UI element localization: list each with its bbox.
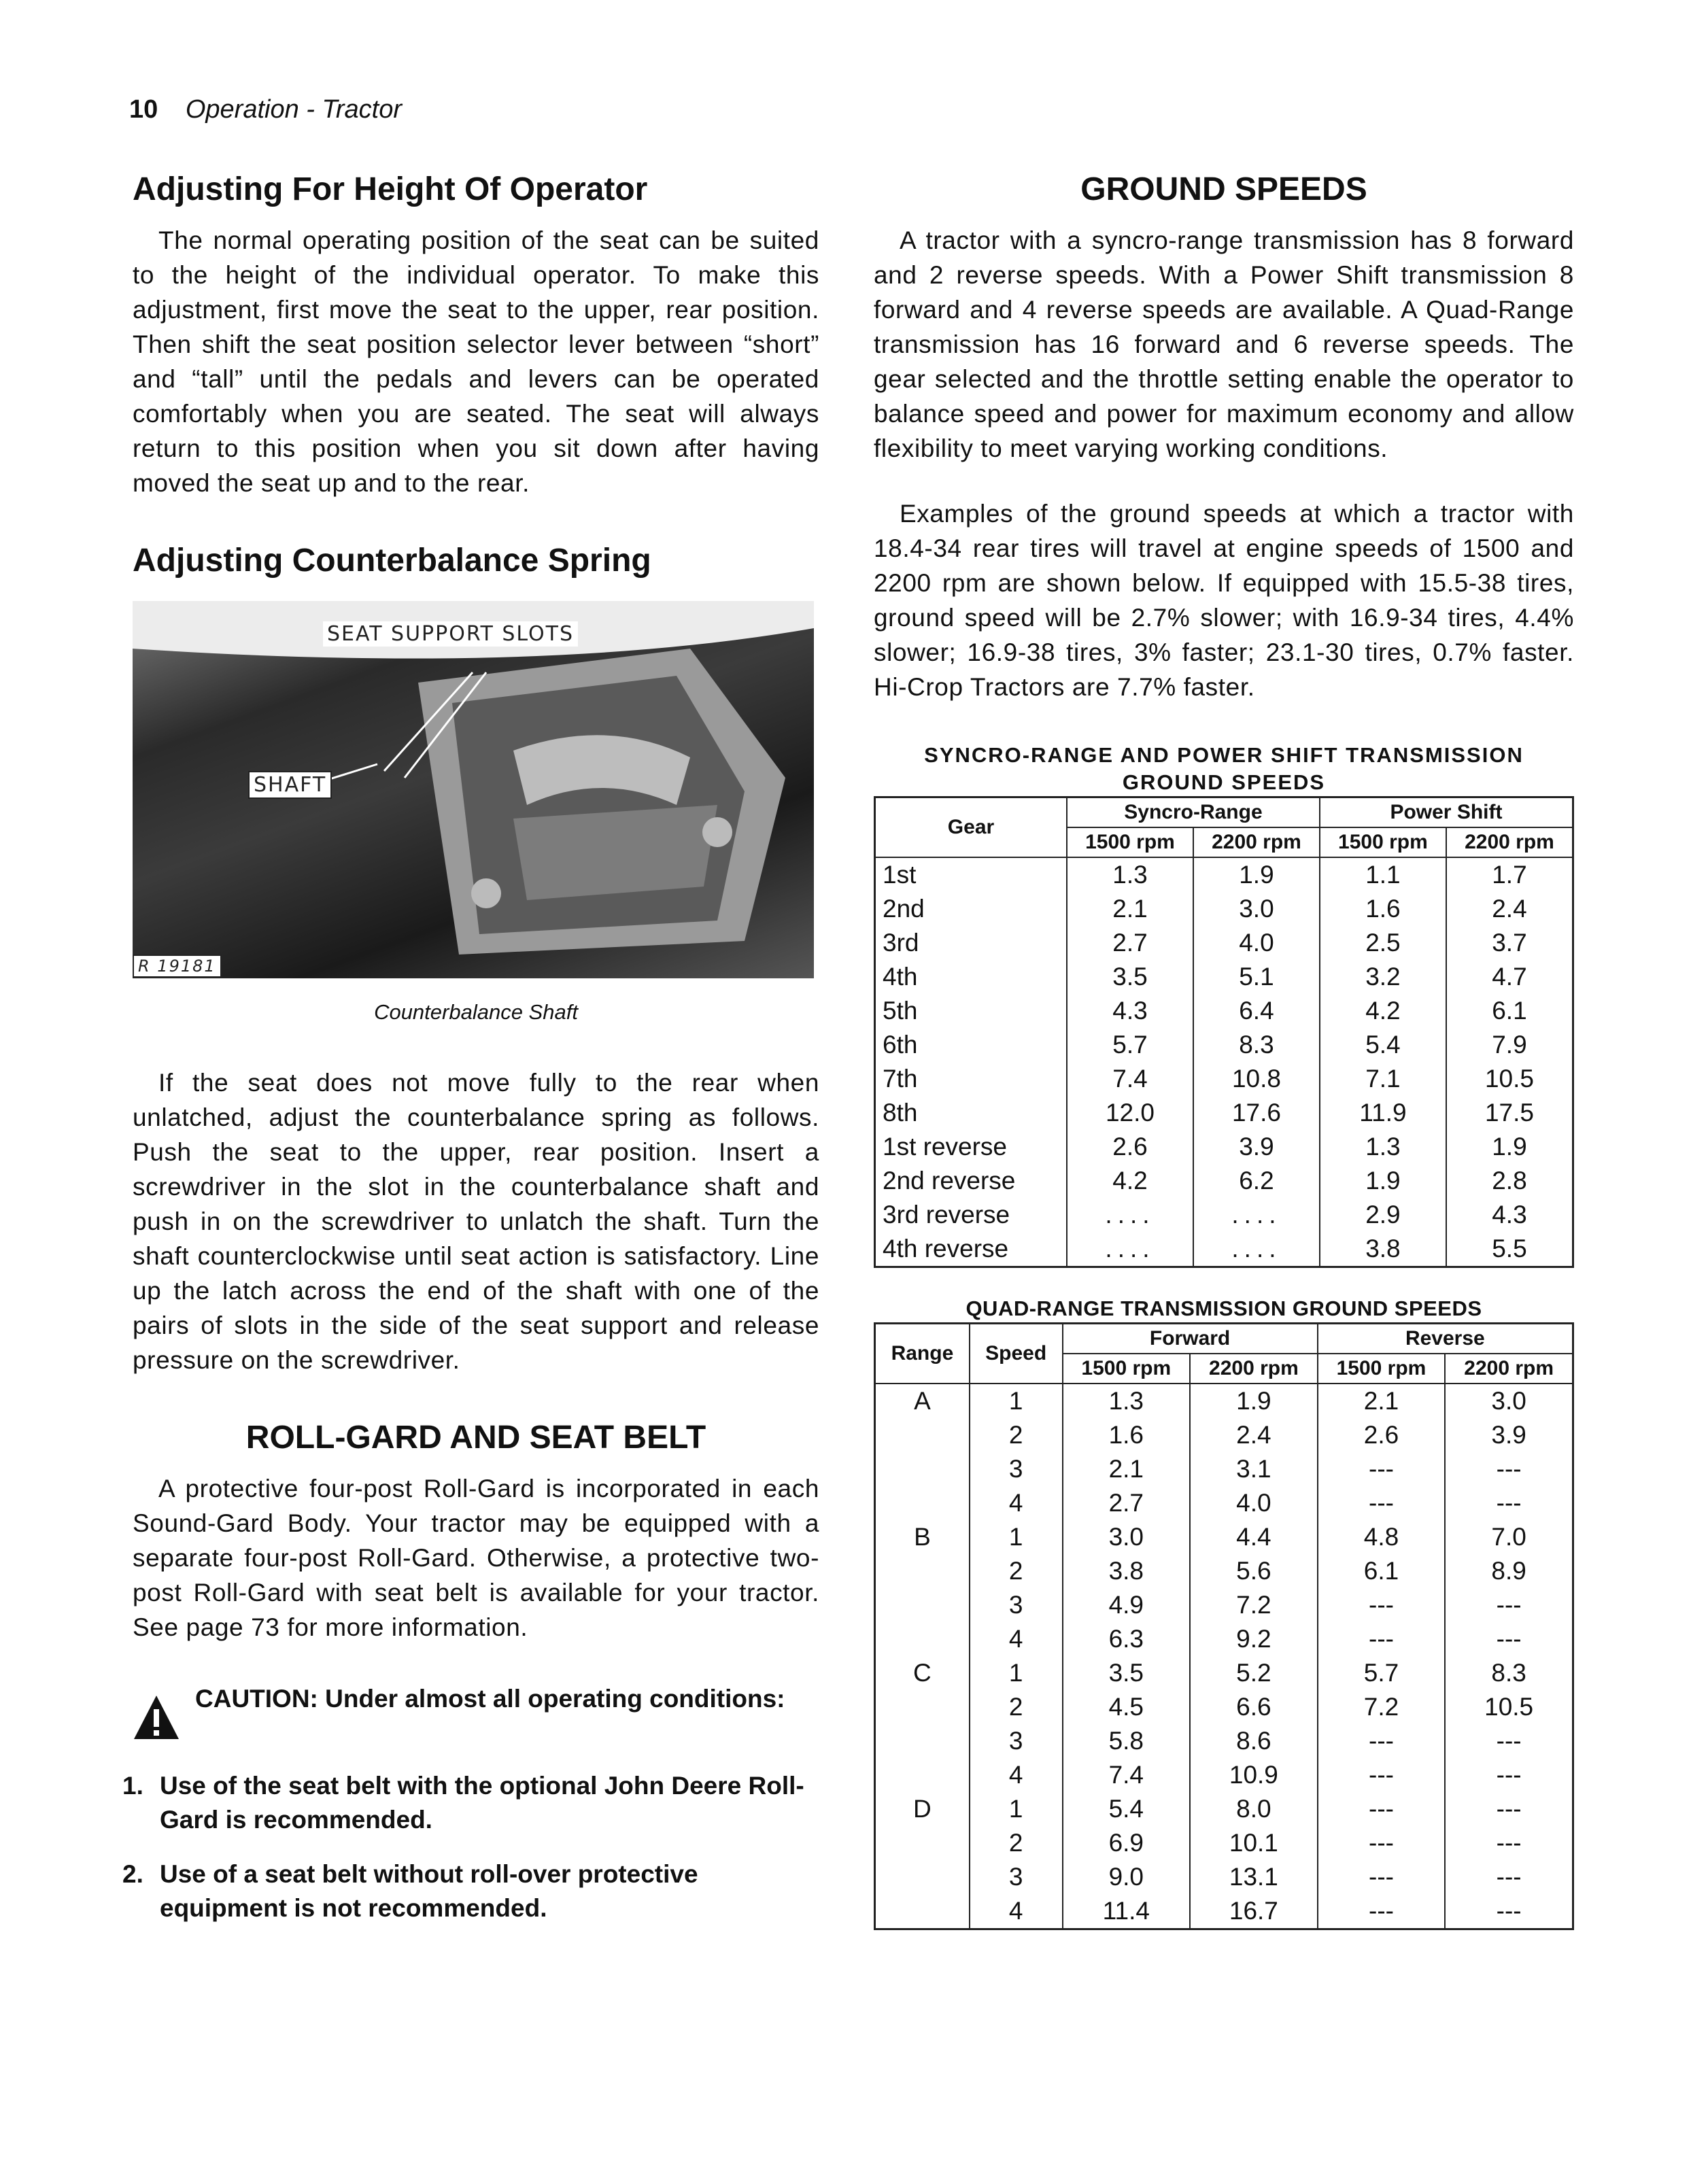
table-cell: 4.0 (1190, 1486, 1318, 1520)
table-cell: 8.6 (1190, 1724, 1318, 1758)
table-row (875, 994, 1573, 1028)
table-cell: --- (1445, 1758, 1573, 1792)
table-cell: 3.2 (1320, 960, 1446, 994)
table-cell: 1.7 (1446, 857, 1573, 892)
table-cell: 9.2 (1190, 1622, 1318, 1656)
slots-label: SEAT SUPPORT SLOTS (323, 621, 578, 647)
table-cell: 3 (970, 1724, 1063, 1758)
table-cell: 5.4 (1320, 1028, 1446, 1062)
table-cell: 2.7 (1063, 1486, 1191, 1520)
table-cell: 3.5 (1063, 1656, 1191, 1690)
table-cell: 1.3 (1067, 857, 1193, 892)
table-cell: 2.1 (1067, 892, 1193, 926)
rpm-1500-header: 1500 rpm (1320, 827, 1446, 857)
table-cell: 5.7 (1067, 1028, 1193, 1062)
table-cell: 3.0 (1193, 892, 1320, 926)
table-cell: 4 (970, 1622, 1063, 1656)
table-cell: 6.4 (1193, 994, 1320, 1028)
rule-item (122, 1857, 819, 1925)
power-shift-header: Power Shift (1320, 797, 1573, 828)
shaft-label: SHAFT (248, 771, 332, 799)
table-cell: 4.5 (1063, 1690, 1191, 1724)
photo-caption: Counterbalance Shaft (374, 1000, 578, 1024)
syncro-table-block (874, 742, 1574, 1268)
table-cell: 2nd (875, 892, 1068, 926)
table-cell: 8.3 (1445, 1656, 1573, 1690)
table-cell: 1.9 (1190, 1384, 1318, 1418)
table-cell: --- (1318, 1452, 1446, 1486)
table-cell: --- (1445, 1588, 1573, 1622)
table-cell: 4.4 (1190, 1520, 1318, 1554)
caution-block (133, 1682, 819, 1742)
page-header (129, 95, 402, 124)
table-cell: --- (1318, 1826, 1446, 1860)
table-cell: --- (1318, 1860, 1446, 1894)
table-row (875, 1758, 1573, 1792)
rule-number: 1. (122, 1772, 143, 1800)
table-cell: 11.9 (1320, 1096, 1446, 1130)
table-cell: 4.3 (1446, 1198, 1573, 1232)
table-cell: 7.0 (1445, 1520, 1573, 1554)
table-cell (875, 1588, 970, 1622)
table-cell: 6.2 (1193, 1164, 1320, 1198)
table-row (875, 1452, 1573, 1486)
table-cell: 2.7 (1067, 926, 1193, 960)
height-paragraph: The normal operating position of the seat can be suited to the height of the individual operator. To make this adjustment, first move the seat to the upper, rear position. Then shift the seat position selector lever between “short” and “tall” until the pedals and levers can be operated comfortably when you are seated. The seat will always return to this position when you sit down after having moved the seat up and to the rear. (133, 226, 819, 497)
table-cell: 5.5 (1446, 1232, 1573, 1267)
table-cell: 7.4 (1063, 1758, 1191, 1792)
page-number: 10 (129, 95, 158, 124)
table-cell: 1 (970, 1656, 1063, 1690)
table-cell: 7.1 (1320, 1062, 1446, 1096)
syncro-table-title-1: SYNCRO-RANGE AND POWER SHIFT TRANSMISSION (924, 743, 1524, 767)
table-cell: 4 (970, 1894, 1063, 1929)
table-row (875, 1096, 1573, 1130)
table-row (875, 1028, 1573, 1062)
rule-number: 2. (122, 1860, 143, 1888)
rpm-2200-header: 2200 rpm (1446, 827, 1573, 857)
table-cell: 7.2 (1190, 1588, 1318, 1622)
spring-heading: Adjusting Counterbalance Spring (133, 543, 651, 579)
table-cell: .... (1067, 1232, 1193, 1267)
table-row (875, 1690, 1573, 1724)
table-cell: 3 (970, 1588, 1063, 1622)
table-cell: 3.1 (1190, 1452, 1318, 1486)
table-cell: 4.9 (1063, 1588, 1191, 1622)
table-row (875, 1418, 1573, 1452)
table-cell (875, 1758, 970, 1792)
table-cell: 9.0 (1063, 1860, 1191, 1894)
table-cell (875, 1486, 970, 1520)
syncro-range-header: Syncro-Range (1067, 797, 1320, 828)
table-cell: 3.0 (1445, 1384, 1573, 1418)
table-cell: 1.9 (1320, 1164, 1446, 1198)
table-cell: 6.6 (1190, 1690, 1318, 1724)
table-cell: .... (1067, 1198, 1193, 1232)
table-cell: 3.8 (1320, 1232, 1446, 1267)
photo-ref-number: R 19181 (133, 955, 222, 978)
table-cell: --- (1318, 1792, 1446, 1826)
table-row (875, 1826, 1573, 1860)
table-cell (875, 1724, 970, 1758)
table-cell (875, 1418, 970, 1452)
table-row (875, 1062, 1573, 1096)
quad-table-title: QUAD-RANGE TRANSMISSION GROUND SPEEDS (966, 1296, 1482, 1320)
table-cell: 1.9 (1193, 857, 1320, 892)
table-cell: 2 (970, 1418, 1063, 1452)
table-row (875, 1486, 1573, 1520)
table-cell: 5th (875, 994, 1068, 1028)
table-cell: 4th (875, 960, 1068, 994)
table-cell: 11.4 (1063, 1894, 1191, 1929)
left-column (122, 170, 819, 1946)
spring-paragraph: If the seat does not move fully to the rear when unlatched, adjust the counterbalance spring as follows. Push the seat to the upper, rear position. Insert a screwdriver in the slot in the counterbalance shaft and push in on the screwdriver to unlatch the shaft. Turn the shaft counterclockwise until seat action is satisfactory. Line up the latch across the end of the shaft with one of the pairs of slots in the side of the seat support and release pressure on the screwdriver. (133, 1069, 819, 1374)
table-cell: 8th (875, 1096, 1068, 1130)
table-cell: 4.0 (1193, 926, 1320, 960)
ground-speeds-heading: GROUND SPEEDS (1080, 171, 1367, 207)
table-cell (875, 1826, 970, 1860)
rule-item (122, 1769, 819, 1837)
rollgard-heading: ROLL-GARD AND SEAT BELT (245, 1420, 706, 1456)
table-cell: --- (1445, 1724, 1573, 1758)
table-row (875, 857, 1573, 892)
rpm-2200-header: 2200 rpm (1193, 827, 1320, 857)
table-cell: 8.3 (1193, 1028, 1320, 1062)
table-row (875, 1622, 1573, 1656)
caution-text: CAUTION: Under almost all operating conditions: (195, 1685, 785, 1713)
quad-table-block (874, 1295, 1574, 1930)
table-cell: D (875, 1792, 970, 1826)
table-row (875, 892, 1573, 926)
table-cell: --- (1445, 1622, 1573, 1656)
table-cell: 2.1 (1318, 1384, 1446, 1418)
table-cell: 5.8 (1063, 1724, 1191, 1758)
table-cell: 2.5 (1320, 926, 1446, 960)
right-column (874, 170, 1574, 1930)
section-title: Operation - Tractor (185, 95, 403, 124)
table-cell: --- (1445, 1860, 1573, 1894)
table-cell: .... (1193, 1198, 1320, 1232)
table-cell: 1.9 (1446, 1130, 1573, 1164)
table-cell: 2 (970, 1690, 1063, 1724)
table-row (875, 1554, 1573, 1588)
table-cell: 4.2 (1067, 1164, 1193, 1198)
rule-text: Use of the seat belt with the optional John Deere Roll-Gard is recommended. (160, 1772, 804, 1834)
table-cell: A (875, 1384, 970, 1418)
table-cell: 6.1 (1446, 994, 1573, 1028)
table-cell: 4.7 (1446, 960, 1573, 994)
table-cell: 6.9 (1063, 1826, 1191, 1860)
syncro-range-table (874, 796, 1574, 1268)
table-cell: 2 (970, 1554, 1063, 1588)
table-cell: 8.9 (1445, 1554, 1573, 1588)
table-cell: C (875, 1656, 970, 1690)
table-cell: --- (1318, 1486, 1446, 1520)
table-cell: 5.1 (1193, 960, 1320, 994)
photo-illustration (133, 601, 814, 978)
table-cell: 2.4 (1190, 1418, 1318, 1452)
table-cell (875, 1554, 970, 1588)
table-cell: 3rd reverse (875, 1198, 1068, 1232)
rpm-1500-header: 1500 rpm (1063, 1354, 1191, 1384)
rpm-2200-header: 2200 rpm (1190, 1354, 1318, 1384)
table-cell: 7.2 (1318, 1690, 1446, 1724)
table-cell: 6.3 (1063, 1622, 1191, 1656)
table-cell: --- (1445, 1894, 1573, 1929)
col-range-header: Range (875, 1324, 970, 1384)
table-cell: B (875, 1520, 970, 1554)
ground-speeds-intro: A tractor with a syncro-range transmission has 8 forward and 2 reverse speeds. With a Power Shift transmission 8 forward and 4 reverse speeds are available. A Quad-Range transmission has 16 forward and 6 reverse speeds. The gear selected and the throttle setting enable the operator to balance speed and power for maximum economy and allow flexibility to meet varying working conditions. (874, 226, 1574, 462)
syncro-table-body (875, 857, 1573, 1267)
table-cell: 7.9 (1446, 1028, 1573, 1062)
table-cell (875, 1894, 970, 1929)
table-row (875, 1198, 1573, 1232)
table-cell: 4.8 (1318, 1520, 1446, 1554)
table-cell: 1.1 (1320, 857, 1446, 892)
table-row (875, 1792, 1573, 1826)
table-cell: --- (1445, 1792, 1573, 1826)
table-cell: 5.4 (1063, 1792, 1191, 1826)
table-row (875, 1894, 1573, 1929)
rpm-2200-header: 2200 rpm (1445, 1354, 1573, 1384)
height-heading: Adjusting For Height Of Operator (133, 171, 648, 207)
table-cell: 4 (970, 1758, 1063, 1792)
quad-range-table (874, 1322, 1574, 1930)
table-cell: 5.6 (1190, 1554, 1318, 1588)
table-cell: 2.4 (1446, 892, 1573, 926)
rpm-1500-header: 1500 rpm (1067, 827, 1193, 857)
table-cell (875, 1860, 970, 1894)
table-row (875, 1232, 1573, 1267)
table-cell: 4 (970, 1486, 1063, 1520)
col-speed-header: Speed (970, 1324, 1063, 1384)
table-cell: 1 (970, 1792, 1063, 1826)
table-cell: 2.6 (1067, 1130, 1193, 1164)
table-cell (875, 1452, 970, 1486)
col-gear-header: Gear (875, 797, 1068, 858)
table-cell: 8.0 (1190, 1792, 1318, 1826)
table-cell: 10.1 (1190, 1826, 1318, 1860)
rollgard-paragraph: A protective four-post Roll-Gard is incorporated in each Sound-Gard Body. Your tractor may be equipped with a separate four-post Roll-Gard. Otherwise, a protective two-post Roll-Gard with seat belt is available for your tractor. See page 73 for more information. (133, 1475, 819, 1641)
caution-rules (122, 1769, 819, 1925)
table-cell: 5.7 (1318, 1656, 1446, 1690)
table-cell: 2.6 (1318, 1418, 1446, 1452)
table-cell: 6.1 (1318, 1554, 1446, 1588)
table-cell: 2 (970, 1826, 1063, 1860)
table-cell: 10.9 (1190, 1758, 1318, 1792)
table-row (875, 1656, 1573, 1690)
table-cell: 1.6 (1320, 892, 1446, 926)
table-cell: 2.1 (1063, 1452, 1191, 1486)
table-cell: 1 (970, 1520, 1063, 1554)
table-row (875, 1860, 1573, 1894)
table-row (875, 926, 1573, 960)
rpm-1500-header: 1500 rpm (1318, 1354, 1446, 1384)
table-cell (875, 1622, 970, 1656)
table-cell: 2nd reverse (875, 1164, 1068, 1198)
table-cell: --- (1318, 1724, 1446, 1758)
table-cell: --- (1445, 1452, 1573, 1486)
table-cell: 10.5 (1445, 1690, 1573, 1724)
table-cell: 3.8 (1063, 1554, 1191, 1588)
table-row (875, 1164, 1573, 1198)
table-cell: 3.9 (1193, 1130, 1320, 1164)
table-cell: 1.3 (1320, 1130, 1446, 1164)
table-row (875, 960, 1573, 994)
quad-table-body (875, 1384, 1573, 1929)
table-cell: 1.6 (1063, 1418, 1191, 1452)
table-cell: 1 (970, 1384, 1063, 1418)
table-cell: .... (1193, 1232, 1320, 1267)
table-row (875, 1520, 1573, 1554)
table-cell: --- (1445, 1486, 1573, 1520)
table-cell: 1st (875, 857, 1068, 892)
table-cell: --- (1445, 1826, 1573, 1860)
table-cell: 4.2 (1320, 994, 1446, 1028)
syncro-table-title-2: GROUND SPEEDS (1122, 770, 1326, 794)
table-cell: --- (1318, 1588, 1446, 1622)
table-cell: --- (1318, 1622, 1446, 1656)
table-cell: 7.4 (1067, 1062, 1193, 1096)
table-cell: --- (1318, 1894, 1446, 1929)
table-cell: 3 (970, 1860, 1063, 1894)
table-cell: 4.3 (1067, 994, 1193, 1028)
table-row (875, 1588, 1573, 1622)
table-cell (875, 1690, 970, 1724)
table-cell: 6th (875, 1028, 1068, 1062)
table-cell: 2.8 (1446, 1164, 1573, 1198)
table-cell: 3 (970, 1452, 1063, 1486)
table-row (875, 1130, 1573, 1164)
table-row (875, 1724, 1573, 1758)
reverse-header: Reverse (1318, 1324, 1573, 1354)
table-cell: 4th reverse (875, 1232, 1068, 1267)
rule-text: Use of a seat belt without roll-over protective equipment is not recommended. (160, 1860, 698, 1922)
table-cell: 1st reverse (875, 1130, 1068, 1164)
table-cell: 3rd (875, 926, 1068, 960)
table-cell: 12.0 (1067, 1096, 1193, 1130)
table-cell: 17.5 (1446, 1096, 1573, 1130)
ground-speeds-examples: Examples of the ground speeds at which a tractor with 18.4-34 rear tires will travel at engine speeds of 1500 and 2200 rpm are shown below. If equipped with 15.5-38 tires, ground speed will be 2.7% slower; with 16.9-34 tires, 4.4% slower; 16.9-38 tires, 3% faster; 23.1-30 tires, 0.7% faster. Hi-Crop Tractors are 7.7% faster. (874, 500, 1574, 701)
table-cell: 3.7 (1446, 926, 1573, 960)
table-cell: 10.5 (1446, 1062, 1573, 1096)
table-cell: 17.6 (1193, 1096, 1320, 1130)
table-cell: 13.1 (1190, 1860, 1318, 1894)
table-cell: 5.2 (1190, 1656, 1318, 1690)
table-cell: 7th (875, 1062, 1068, 1096)
table-cell: 3.0 (1063, 1520, 1191, 1554)
table-cell: 3.5 (1067, 960, 1193, 994)
caution-icon (133, 1694, 180, 1742)
counterbalance-shaft-photo (133, 601, 814, 978)
table-cell: 16.7 (1190, 1894, 1318, 1929)
forward-header: Forward (1063, 1324, 1318, 1354)
table-cell: 3.9 (1445, 1418, 1573, 1452)
table-cell: 2.9 (1320, 1198, 1446, 1232)
table-row (875, 1384, 1573, 1418)
table-cell: 1.3 (1063, 1384, 1191, 1418)
table-cell: 10.8 (1193, 1062, 1320, 1096)
table-cell: --- (1318, 1758, 1446, 1792)
